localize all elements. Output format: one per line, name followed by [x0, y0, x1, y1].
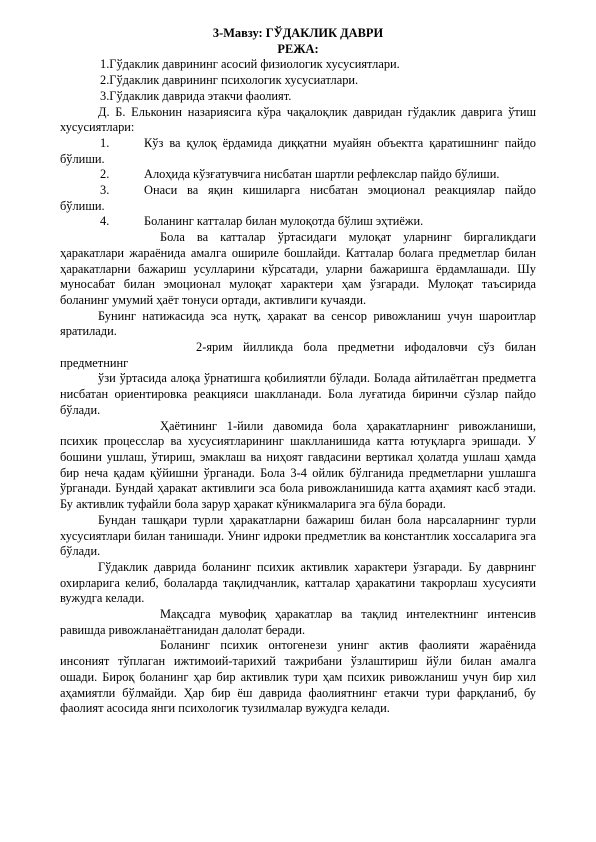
document-title: 3-Мавзу: ГЎДАКЛИК ДАВРИ — [212, 26, 384, 40]
list-item-number: 2. — [100, 167, 110, 182]
plan-item-3: 3.Гўдаклик даврида этакчи фаолият. — [100, 88, 292, 103]
paragraph-8: Боланинг психик онтогенези унинг актив фаолияти жараёнида инсоният тўплаган ижтимоий-тарихий тажрибани ўзлаштириш йўли билан амалга ошади. Бироқ боланинг ҳар бир активлик тури ҳам психик ривожланиш учун бир хил аҳамиятли бўлмайди. Ҳар бир ёш даврида фаолиятнинг етакчи тури фарқланиб, бу фаолият асосида янги психологик тузилмалар вужудга келади. — [60, 638, 536, 716]
list-item-number: 4. — [100, 214, 110, 229]
list-item — [60, 136, 536, 167]
plan-item-2: 2.Гўдаклик даврининг психологик хусусиатлари. — [100, 73, 359, 88]
paragraph-1: Бола ва катталар ўртасидаги мулоқат уларнинг биргаликдаги ҳаракатлари жараёнида амалга ошириле бошлайди. Катталар болага предметлар билан ҳаракатларни бажариш усулларини кўрсатади, уларни бажаришга ёрдамлашади. Шу муносабат билан эмоционал мулоқат характери ҳам ўзгаради. Мулоқат таъсирида боланинг умумий ҳаёт тонуси ортади, активлиги кучаяди. — [60, 230, 536, 307]
paragraph-6: Гўдаклик даврида боланинг психик активлик характери ўзгаради. Бу даврнинг охирларига келиб, болаларда тақлидчанлик, катталар ҳаракатини такрорлаш хусусияти вужудга келади. — [60, 559, 536, 606]
list-item-number: 3. — [100, 183, 110, 198]
paragraph-3b: ўзи ўртасида алоқа ўрнатишга қобилиятли бўлади. Болада айтилаётган предметга нисбатан ориентировка реакцияси шаклланади. Бола луғатида биринчи сўзлар пайдо бўлади. — [60, 371, 536, 417]
list-item-text: Кўз ва қулоқ ёрдамида диққатни муайян объектга қаратишнинг пайдо бўлиши. — [60, 135, 536, 166]
paragraph-5: Бундан ташқари турли ҳаракатларни бажариш билан бола нарсаларнинг турли хусусиятлари билан танишади. Унинг идроки предметлик ва константлик хоссаларига эга бўлади. — [60, 512, 536, 559]
document-page — [60, 26, 536, 717]
list-item — [60, 214, 536, 230]
list-item — [60, 167, 536, 183]
list-item-text: Алоҳида кўзғатувчига нисбатан шартли рефлекслар пайдо бўлиши. — [144, 167, 500, 182]
list-item-number: 1. — [100, 135, 110, 150]
list-item-text: Боланинг катталар билан мулоқотда бўлиш эҳтиёжи. — [144, 214, 424, 229]
paragraph-4: Ҳаётининг 1-йили давомида бола ҳаракатларнинг ривожланиши, психик процесслар ва хусусиятларининг шаклланишида катта ютуқларга эришади. У бошини ушлаш, ўтириш, эмаклаш ва ниҳоят гавдасини вертикал ҳолатда ушлаш ҳамда бир неча қадам қўйишни ўрганади. Бола 3-4 ойлик бўлганида предметларни ушлашга ўрганади. Бундай ҳаракат активлиги эса бола ривожланишида катта аҳамият касб этади. Бу активлик туфайли бола зарур ҳаракат кўникмаларига эга бўла боради. — [60, 418, 536, 512]
plan-item-1: 1.Гўдаклик даврининг асосий физиологик хусусиятлари. — [100, 57, 400, 72]
paragraph-7: Мақсадга мувофиқ ҳаракатлар ва тақлид интелектнинг интенсив равишда ривожланаётганидан далолат беради. — [60, 607, 536, 637]
intro-paragraph: Д. Б. Ельконин назариясига кўра чақалоқлик давридан гўдаклик даврига ўтиш хусусиятлари: — [60, 104, 536, 135]
list-item-text: Онаси ва яқин кишиларга нисбатан эмоционал реакциялар пайдо бўлиши. — [60, 183, 536, 213]
paragraph-2: Бунинг натижасида эса нутқ, ҳаракат ва сенсор ривожланиш учун шароитлар яратилади. — [60, 308, 536, 339]
list-item — [60, 183, 536, 214]
paragraph-3a: 2-ярим йилликда бола предметни ифодаловчи сўз билан предметнинг — [60, 340, 536, 370]
plan-heading: РЕЖА: — [277, 41, 319, 56]
